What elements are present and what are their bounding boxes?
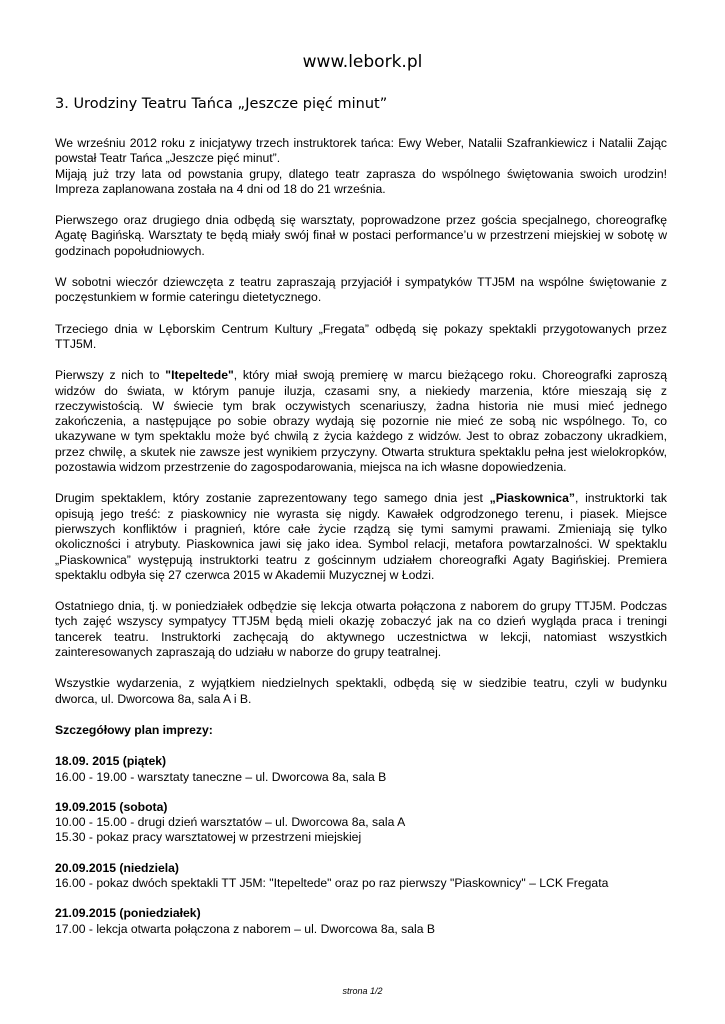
paragraph-piaskownica (55, 491, 667, 583)
text-fragment: Pierwszy z nich to (55, 368, 166, 383)
schedule-date: 20.09.2015 (niedziela) (55, 860, 179, 875)
schedule-item: 10.00 - 15.00 - drugi dzień warsztatów – ul. Dworcowa 8a, sala A (55, 815, 406, 830)
article-title: 3. Urodziny Teatru Tańca „Jeszcze pięć minut” (55, 96, 388, 112)
show-title-piaskownica: „Piaskownica” (489, 491, 575, 506)
article-body (55, 136, 667, 952)
paragraph-anniversary: Mijają już trzy lata od powstania grupy, dlatego teatr zaprasza do wspólnego świętowania swoich urodzin! Impreza zaplanowana została na 4 dni od 18 do 21 września. (55, 166, 667, 196)
schedule-item: 16.00 - 19.00 - warsztaty taneczne – ul. Dworcowa 8a, sala B (55, 769, 387, 784)
schedule-date: 18.09. 2015 (piątek) (55, 754, 167, 769)
schedule-date: 21.09.2015 (poniedziałek) (55, 906, 201, 921)
paragraph-performances: Trzeciego dnia w Lęborskim Centrum Kultury „Fregata” odbędą się pokazy spektakli przygotowanych przez TTJ5M. (55, 321, 667, 351)
paragraph-celebration: W sobotni wieczór dziewczęta z teatru zapraszają przyjaciół i sympatyków TTJ5M na wspólne świętowanie z poczęstunkiem w formie cateringu dietetycznego. (55, 275, 667, 305)
schedule-day (55, 906, 667, 937)
schedule-date: 19.09.2015 (sobota) (55, 799, 168, 814)
show-title-itepeltede: "Itepeltede" (165, 368, 234, 383)
paragraph-itepeltede (55, 368, 667, 475)
schedule-day (55, 800, 667, 846)
page-number: strona 1/2 (342, 986, 383, 996)
text-fragment: , instruktorki tak opisują jego treść: z piaskownicy nie wyrasta się nigdy. Kawałek odgrodzonego terenu, i piasek. Miejsce pierwszych konfliktów i pragnień, które całe życie rządzą się tymi samymi prawami. Zmieniają się tylko okoliczności i atrybuty. Piaskownica jawi się jako idea. Symbol relacji, metafora powtarzalności. W spektaklu „Piaskownica” występują instruktorki teatru z gościnnym udziałem choreografki Agaty Bagińskiej. Premiera spektaklu odbyła się 27 czerwca 2015 w Akademii Muzycznej w Łodzi. (55, 491, 667, 582)
schedule-day (55, 754, 667, 785)
paragraph-open-lesson: Ostatniego dnia, tj. w poniedziałek odbędzie się lekcja otwarta połączona z naborem do grupy TTJ5M. Podczas tych zajęć wszyscy sympatycy TTJ5M będą mieli okazję zobaczyć jak na co dzień wygląda praca i treningi tancerek teatru. Instruktorki zachęcają do aktywnego uczestnictwa w lekcji, natomiast wszystkich zainteresowanych zapraszają do udziału w naborze do grupy teatralnej. (55, 599, 667, 660)
text-fragment: , który miał swoją premierę w marcu bieżącego roku. Choreografki zaproszą widzów do świata, w którym panuje iluzja, czasami sny, a niekiedy marzenia, które mieszają się z rzeczywistością. W świecie tym brak oczywistych scenariuszy, żadna historia nie musi mieć jednego zakończenia, a następujące po sobie obrazy wydają się pozornie nie mieć ze sobą nic wspólnego. To, co ukazywane w tym spektaklu może być chwilą z życia każdego z widzów. Jest to obraz zobaczony ukradkiem, przez chwilę, a skutek nie zawsze jest wynikiem przyczyny. Otwarta struktura spektaklu pełna jest wielokropków, pozostawia widzom przestrzenie do zagospodarowania, miejsca na ich własne dopowiedzenia. (55, 368, 667, 475)
schedule-item: 17.00 - lekcja otwarta połączona z naborem – ul. Dworcowa 8a, sala B (55, 921, 436, 936)
schedule-heading: Szczegółowy plan imprezy: (55, 722, 213, 737)
text-fragment: Drugim spektaklem, który zostanie zaprezentowany tego samego dnia jest (55, 491, 490, 506)
paragraph-intro: We wrześniu 2012 roku z inicjatywy trzech instruktorek tańca: Ewy Weber, Natalii Szafrankiewicz i Natalii Zając powstał Teatr Tańca „Jeszcze pięć minut”. (55, 136, 667, 166)
site-header: www.lebork.pl (302, 52, 423, 72)
schedule-day (55, 861, 667, 892)
paragraph-workshops: Pierwszego oraz drugiego dnia odbędą się warsztaty, poprowadzone przez gościa specjalnego, choreografkę Agatę Bagińską. Warsztaty te będą miały swój finał w postaci performance’u w przestrzeni miejskiej w sobotę w godzinach popołudniowych. (55, 213, 667, 258)
schedule-item: 16.00 - pokaz dwóch spektakli TT J5M: "Itepeltede" oraz po raz pierwszy "Piaskownicy" – LCK Fregata (55, 875, 609, 890)
schedule-item: 15.30 - pokaz pracy warsztatowej w przestrzeni miejskiej (55, 830, 362, 845)
paragraph-location: Wszystkie wydarzenia, z wyjątkiem niedzielnych spektakli, odbędą się w siedzibie teatru, czyli w budynku dworca, ul. Dworcowa 8a, sala A i B. (55, 676, 667, 706)
